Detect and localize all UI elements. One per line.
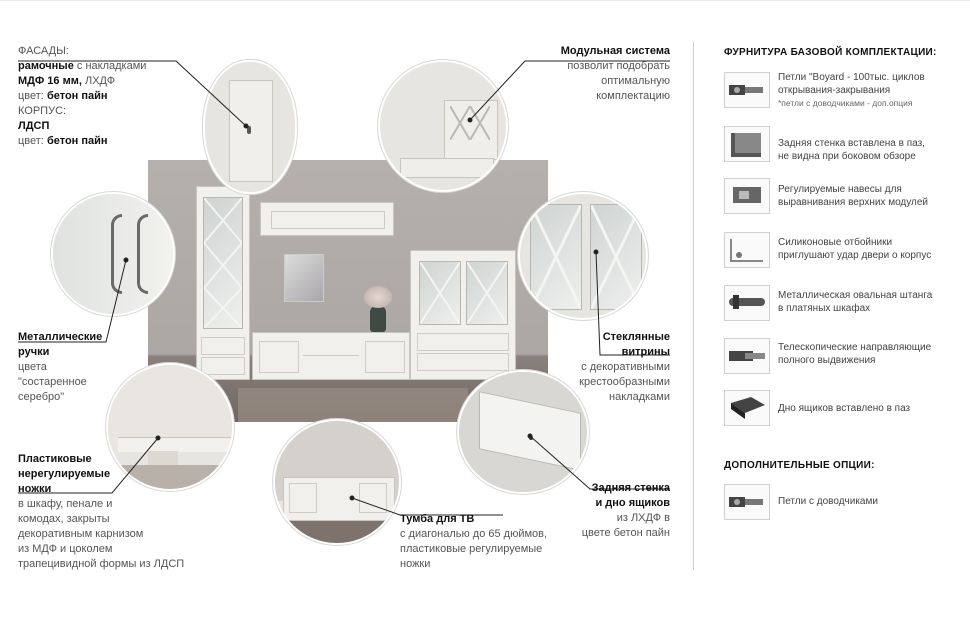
back-wall-title-1: Задняя стенка <box>591 482 670 494</box>
hardware-item-0-note: *петли с доводчиками - доп.опция <box>778 98 913 108</box>
legs-line-3: декоративным карнизом <box>18 528 144 540</box>
bumper-icon <box>724 232 770 268</box>
corpus-heading: КОРПУС: <box>18 105 67 117</box>
handles-line-2: "состаренное <box>18 376 87 388</box>
options-heading: ДОПОЛНИТЕЛЬНЫЕ ОПЦИИ: <box>724 460 875 471</box>
wall-picture <box>284 254 324 302</box>
facades-block <box>18 44 178 149</box>
oval-rod-icon <box>724 285 770 321</box>
hardware-item-0 <box>778 71 968 110</box>
modular-title: Модульная система <box>560 45 670 57</box>
tv-stand-line-3: ножки <box>400 558 431 570</box>
rug <box>238 388 468 422</box>
frame-rest: с накладками <box>73 60 147 72</box>
glass-sideboard <box>410 250 516 380</box>
hardware-item-1-line-2: не видна при боковом обзоре <box>778 151 916 162</box>
wall-shelf <box>260 202 394 236</box>
legs-line-5: трапецивидной формы из ЛДСП <box>18 558 185 570</box>
hardware-item-3 <box>778 236 968 262</box>
hardware-item-5-line-1: Телескопические направляющие <box>778 342 932 353</box>
hardware-item-2-line-1: Регулируемые навесы для <box>778 184 902 195</box>
facade-detail-photo <box>203 60 297 194</box>
vitrines-title-2: витрины <box>621 346 670 358</box>
option-item-line-1: Петли с доводчиками <box>778 496 878 507</box>
color1-label: цвет: <box>18 90 47 102</box>
back-wall-line-2: цвете бетон пайн <box>581 527 670 539</box>
modular-block <box>540 44 670 104</box>
modular-line-2: оптимальную <box>601 75 670 87</box>
vitrines-title-1: Стеклянные <box>602 331 670 343</box>
hardware-item-4-line-1: Металлическая овальная штанга <box>778 290 933 301</box>
drawer-bottom-icon <box>724 390 770 426</box>
hardware-item-0-line-1: Петли "Boyard - 100тыс. циклов <box>778 72 925 83</box>
legs-line-2: комодах, закрыты <box>18 513 110 525</box>
handles-title-1: Металлические <box>18 331 103 343</box>
legs-title-1: Пластиковые <box>18 453 92 465</box>
tall-display-cabinet <box>196 186 250 380</box>
corpus-material: ЛДСП <box>18 120 50 132</box>
handles-line-1: цвета <box>18 361 47 373</box>
hardware-item-3-line-1: Силиконовые отбойники <box>778 237 893 248</box>
modular-line-1: позволит подобрать <box>567 60 670 72</box>
hardware-item-0-line-2: открывания-закрывания <box>778 85 891 96</box>
glass-vitrine-photo <box>518 192 648 320</box>
modular-system-photo <box>378 60 508 192</box>
legs-line-4: из МДФ и цоколем <box>18 543 113 555</box>
vitrines-line-1: с декоративными <box>581 361 670 373</box>
modular-line-3: комплектацию <box>596 90 670 102</box>
tv-stand <box>252 332 410 380</box>
color2-value: бетон пайн <box>46 135 108 147</box>
legs-title-2: нерегулируемые <box>18 468 111 480</box>
hinge-icon <box>724 72 770 108</box>
soft-close-hinge-icon <box>724 484 770 520</box>
color1-value: бетон пайн <box>46 90 108 102</box>
tv-stand-line-1: с диагональю до 65 дюймов, <box>400 528 548 540</box>
column-divider <box>693 42 694 570</box>
back-panel-icon <box>724 126 770 162</box>
mdf-bold: МДФ 16 мм, <box>18 75 82 87</box>
telescopic-runner-icon <box>724 338 770 374</box>
hardware-item-6-line-1: Дно ящиков вставлено в паз <box>778 403 911 414</box>
vase <box>370 306 386 332</box>
handles-line-3: серебро" <box>18 391 65 403</box>
color2-label: цвет: <box>18 135 47 147</box>
back-wall-block <box>570 481 670 541</box>
frame-bold: рамочные <box>18 60 74 72</box>
hardware-item-2 <box>778 183 968 209</box>
legs-block <box>18 452 208 572</box>
tv-stand-photo <box>273 419 401 545</box>
vitrines-line-2: крестообразными <box>579 376 670 388</box>
handles-title-2: ручки <box>18 346 50 358</box>
hardware-item-5-line-2: полного выдвижения <box>778 355 876 366</box>
top-border <box>0 0 970 1</box>
hardware-item-3-line-2: приглушают удар двери о корпус <box>778 250 932 261</box>
tv-stand-block <box>400 512 570 572</box>
tv-stand-title: Тумба для ТВ <box>400 513 475 525</box>
vitrines-line-3: накладками <box>609 391 670 403</box>
legs-title-3: ножки <box>18 483 52 495</box>
handles-block <box>18 330 118 405</box>
flowers <box>364 286 392 308</box>
mdf-rest: ЛХДФ <box>81 75 116 87</box>
hardware-item-6 <box>778 402 968 415</box>
vitrines-block <box>560 330 670 405</box>
legs-line-1: в шкафу, пенале и <box>18 498 113 510</box>
tv-stand-line-2: пластиковые регулируемые <box>400 543 543 555</box>
handles-detail-photo <box>51 192 175 316</box>
hardware-item-4-line-2: в платяных шкафах <box>778 303 871 314</box>
hardware-item-4 <box>778 289 968 315</box>
back-wall-line-1: из ЛХДФ в <box>616 512 670 524</box>
option-item <box>778 495 968 508</box>
hardware-item-2-line-2: выравнивания верхних модулей <box>778 197 929 208</box>
hanger-icon <box>724 178 770 214</box>
hardware-item-1 <box>778 137 968 163</box>
facades-heading: ФАСАДЫ: <box>18 45 69 57</box>
hardware-heading: ФУРНИТУРА БАЗОВОЙ КОМПЛЕКТАЦИИ: <box>724 47 937 58</box>
hardware-item-5 <box>778 341 968 367</box>
back-wall-title-2: и дно ящиков <box>595 497 670 509</box>
hardware-item-1-line-1: Задняя стенка вставлена в паз, <box>778 138 925 149</box>
